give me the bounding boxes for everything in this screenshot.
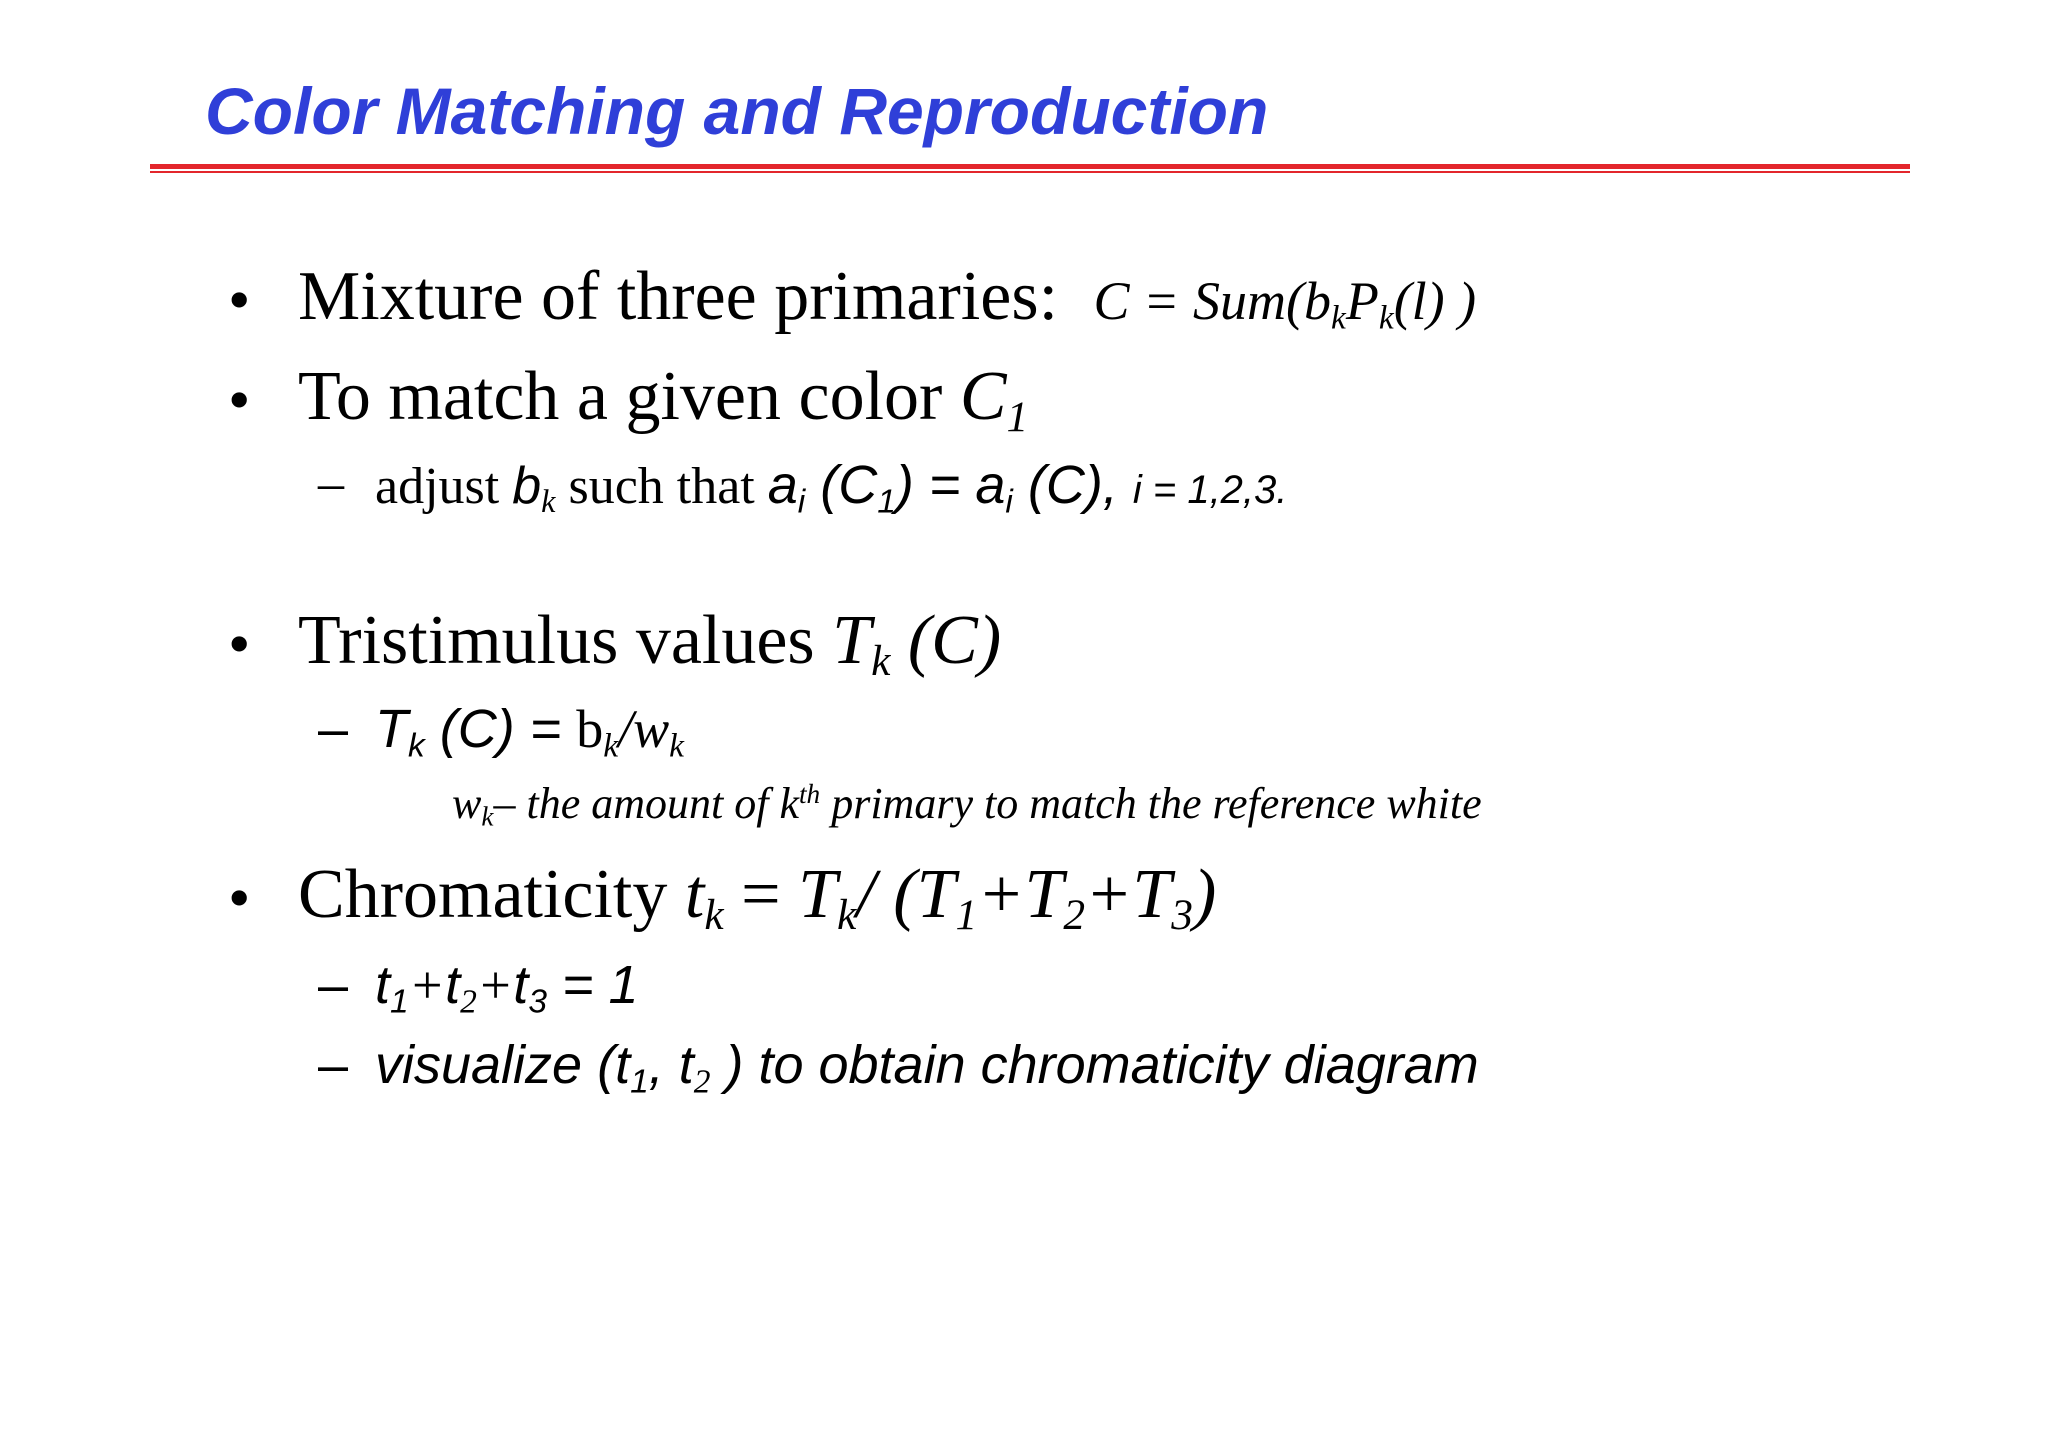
bullet-2-sub-1: adjust $b_k$ such that $a_i$ $(C_1) = a_i$ (C), i = 1,2,3.	[375, 455, 1288, 521]
bullet-1	[298, 258, 1477, 337]
bullet-3-text: Tristimulus values	[298, 602, 833, 679]
bullet-3-sub-dash: –	[318, 699, 349, 759]
bullet-3: Tristimulus values $T_k$ (C)	[298, 602, 1002, 686]
bullet-2-sub-dash: –	[318, 455, 344, 512]
bullet-4-text: Chromaticity	[298, 856, 685, 933]
bullet-1-marker: •	[228, 264, 251, 335]
bullet-2-marker: •	[228, 364, 251, 435]
bullet-4-sub-1: $t_1+t_2+t_3 = 1$	[375, 955, 639, 1021]
bullet-4: Chromaticity $t_k = T_k/$ $(T_1+T_2+T_3)$	[298, 856, 1217, 940]
title-rule-thin	[150, 171, 1910, 173]
bullet-4-marker: •	[228, 862, 251, 933]
bullet-4-sub-2-dash: –	[318, 1035, 349, 1095]
bullet-1-formula: $C = Sum(b_kP_k(l)$ )	[1093, 271, 1477, 337]
bullet-2-c1: $C_1$	[959, 358, 1029, 442]
bullet-3-sub-1: $T_k$ $(C) = b_k/w_k$	[375, 699, 685, 765]
bullet-4-sub-1-dash: –	[318, 955, 349, 1015]
bullet-4-sub-2: visualize ($t_1$, $t_2$ ) to obtain chromaticity diagram	[375, 1035, 1479, 1101]
bullet-3-marker: •	[228, 608, 251, 679]
reference-white-note: $w_k-$ the amount of $k^{th}$ primary to match the reference white	[452, 779, 1482, 832]
bullet-1-text: Mixture of three primaries:	[298, 258, 1059, 335]
slide-title: Color Matching and Reproduction	[205, 74, 1269, 148]
bullet-2-text: To match a given color	[298, 358, 960, 435]
bullet-2	[298, 358, 1029, 442]
title-rule-thick	[150, 164, 1910, 169]
